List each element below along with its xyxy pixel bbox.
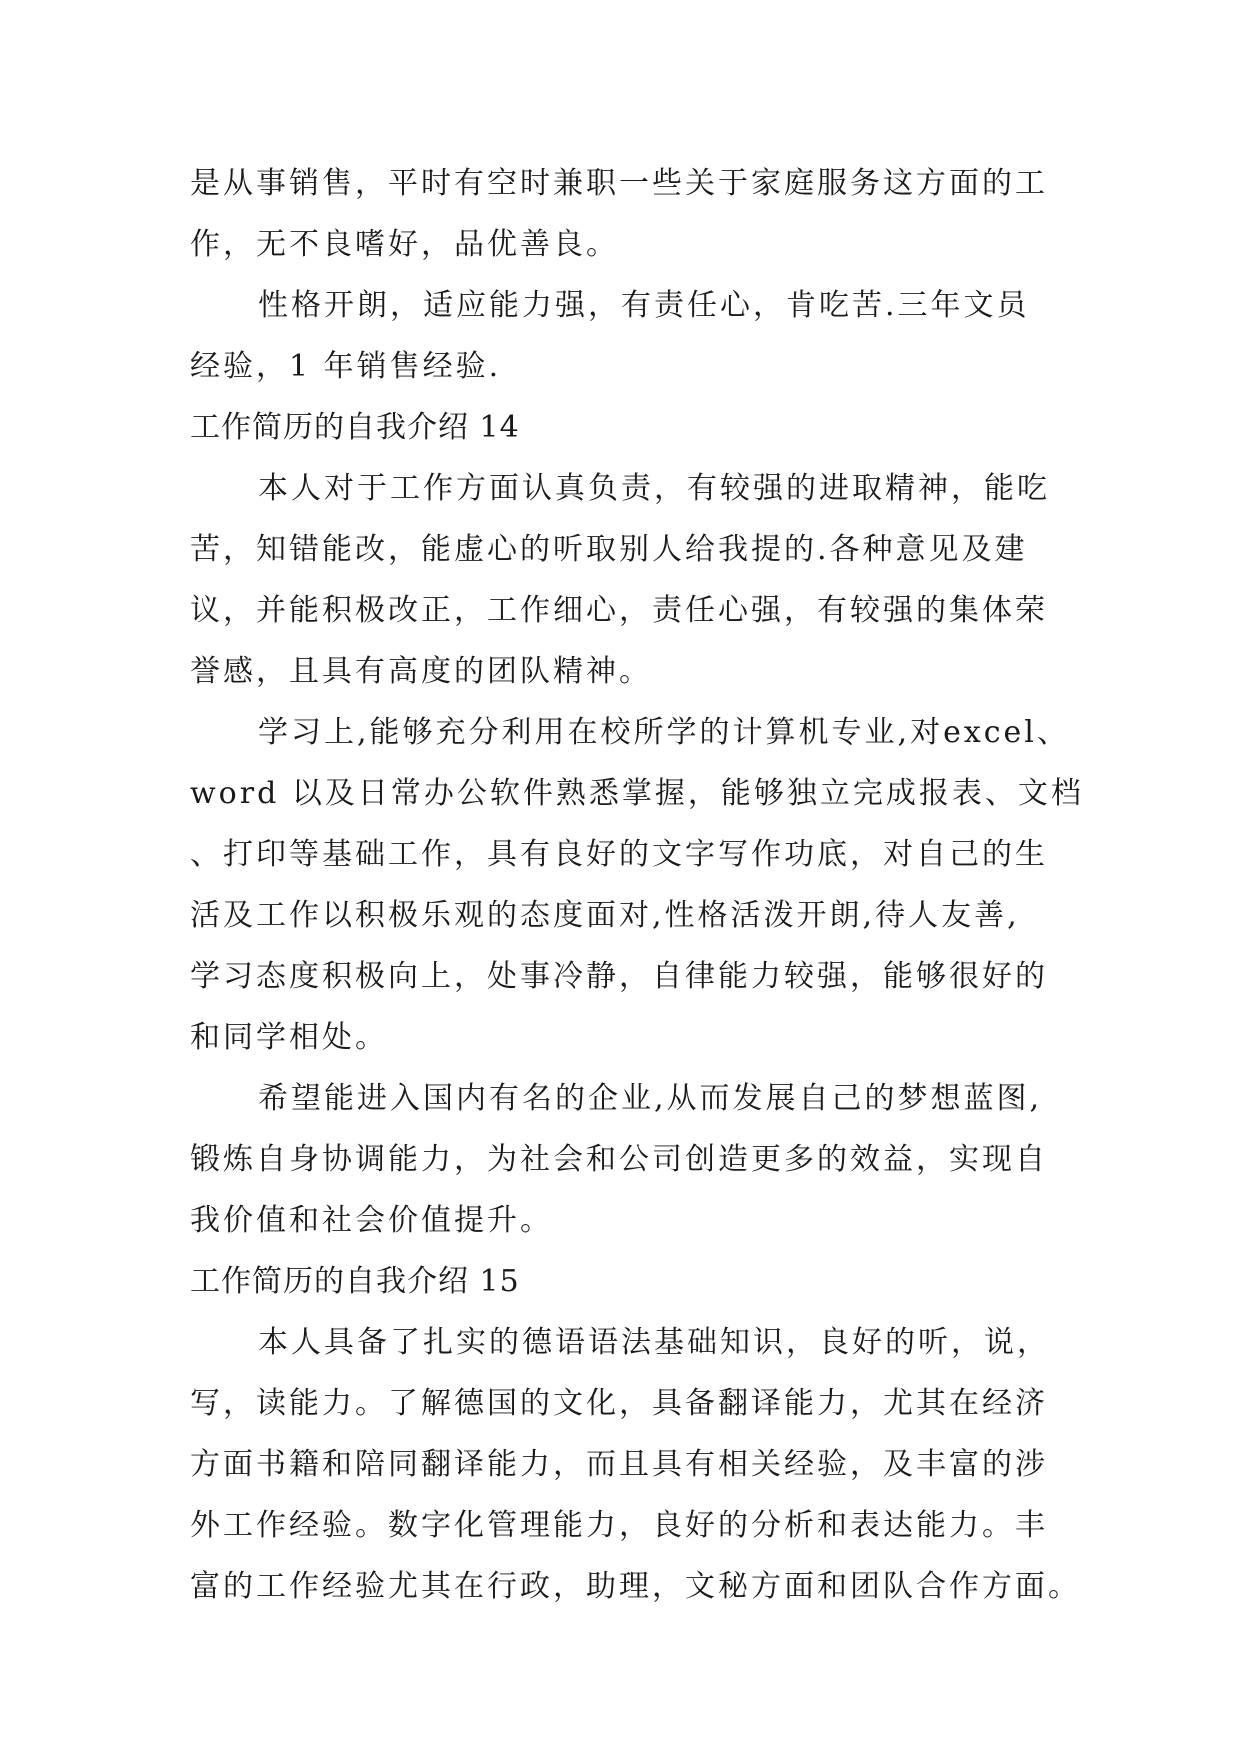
text-line: 学习态度积极向上，处事冷静，自律能力较强，能够很好的	[190, 959, 1048, 994]
section-heading-15: 工作简历的自我介绍 15	[190, 1264, 520, 1299]
text-line: 苦，知错能改，能虚心的听取别人给我提的.各种意见及建	[190, 532, 1028, 567]
section-heading-14: 工作简历的自我介绍 14	[190, 410, 520, 445]
text-line: 活及工作以积极乐观的态度面对,性格活泼开朗,待人友善,	[190, 898, 1020, 933]
text-line: 我价值和社会价值提升。	[190, 1203, 553, 1238]
document-body	[190, 153, 1084, 1617]
paragraph-start-line: 性格开朗，适应能力强，有责任心，肯吃苦.三年文员	[258, 288, 1030, 323]
paragraph-start-line: 本人对于工作方面认真负责，有较强的进取精神，能吃	[258, 471, 1050, 506]
text-line: 和同学相处。	[190, 1020, 388, 1055]
text-line: 经验，1 年销售经验.	[190, 349, 502, 384]
text-line: 外工作经验。数字化管理能力，良好的分析和表达能力。丰	[190, 1508, 1048, 1543]
paragraph-start-line: 希望能进入国内有名的企业,从而发展自己的梦想蓝图,	[258, 1081, 1043, 1116]
text-line: 锻炼自身协调能力，为社会和公司创造更多的效益，实现自	[190, 1142, 1048, 1177]
text-line: 作，无不良嗜好，品优善良。	[190, 227, 619, 262]
text-line: 誉感，且具有高度的团队精神。	[190, 654, 652, 689]
text-line: 是从事销售，平时有空时兼职一些关于家庭服务这方面的工	[190, 166, 1048, 201]
paragraph-start-line: 学习上,能够充分利用在校所学的计算机专业,对excel、	[258, 715, 1070, 750]
text-line: 富的工作经验尤其在行政，助理，文秘方面和团队合作方面。	[190, 1569, 1081, 1604]
text-line: 、打印等基础工作，具有良好的文字写作功底，对自己的生	[190, 837, 1048, 872]
text-line: 写，读能力。了解德国的文化，具备翻译能力，尤其在经济	[190, 1386, 1048, 1421]
text-line: 方面书籍和陪同翻译能力，而且具有相关经验，及丰富的涉	[190, 1447, 1048, 1482]
text-line: word 以及日常办公软件熟悉掌握，能够独立完成报表、文档	[190, 776, 1084, 811]
paragraph-start-line: 本人具备了扎实的德语语法基础知识，良好的听，说，	[258, 1325, 1050, 1360]
text-line: 议，并能积极改正，工作细心，责任心强，有较强的集体荣	[190, 593, 1048, 628]
